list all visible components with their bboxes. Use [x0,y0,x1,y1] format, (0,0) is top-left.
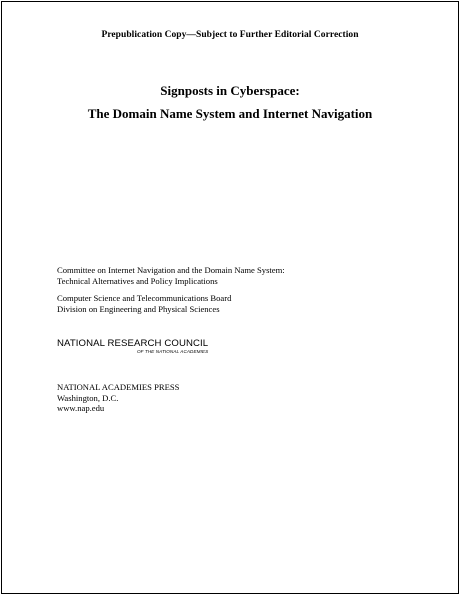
document-page [1,1,459,594]
nrc-logo-subtitle: OF THE NATIONAL ACADEMIES [136,349,209,354]
publisher-block [57,382,179,414]
title-line-2: The Domain Name System and Internet Navigation [87,106,373,121]
board-line-1: Computer Science and Telecommunications Board [57,293,232,303]
committee-block [57,265,285,286]
board-line-2: Division on Engineering and Physical Sciences [57,303,220,314]
nrc-logo [57,338,208,355]
nrc-logo-name: NATIONAL RESEARCH COUNCIL [57,338,209,349]
committee-line-2: Technical Alternatives and Policy Implications [57,275,218,286]
publisher-website: www.nap.edu [57,403,105,413]
committee-line-1: Committee on Internet Navigation and the Domain Name System: [57,265,285,275]
board-block [57,293,231,314]
title-line-1: Signposts in Cyberspace: [160,83,300,98]
publisher-city: Washington, D.C. [57,392,119,403]
prepublication-notice: Prepublication Copy—Subject to Further Editorial Correction [101,30,359,40]
publisher-name: NATIONAL ACADEMIES PRESS [57,382,180,392]
